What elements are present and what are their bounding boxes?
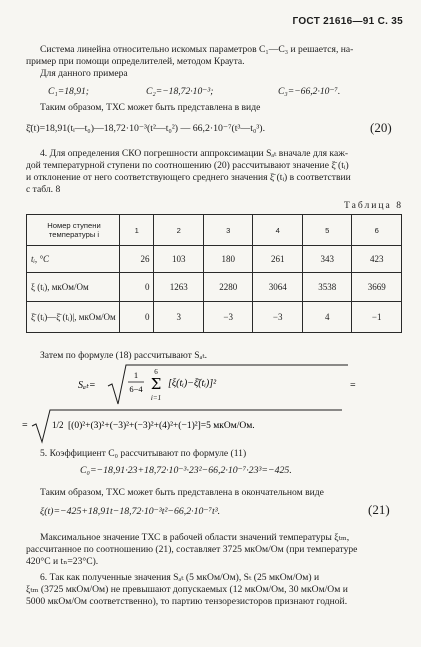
table-cell: 103 [154,246,204,273]
row-label: tᵢ, °С [27,246,120,273]
sum-lower: i=1 [150,394,162,402]
table-column-header: 6 [352,215,402,246]
fraction-denominator: 6−4 [129,384,143,394]
equation-number-21: (21) [368,502,390,517]
paragraph-line: и отклонение от него соответствующего среднего значения ξ̄ (tᵢ) в соответствии [26,172,351,183]
table-cell: 1263 [154,273,204,302]
coefficient-c2: C₂=−18,72·10⁻³; [146,86,214,97]
table-8 [26,214,402,333]
table-cell: 26 [120,246,154,273]
fraction: 1/2 [52,420,64,430]
table-row [27,302,402,333]
coefficient-c1: C₁=18,91; [48,86,89,97]
formula-lhs: Sₐₜ= [78,380,96,391]
row-label: ξ̄ (tᵢ)—ξ̄ (tᵢ)|, мкОм/Ом [27,302,120,333]
equals-sign: = [350,380,356,391]
paragraph-line: ξₜₘ (3725 мкОм/Ом) не превышают допускаемых (12 мкОм/Ом, 30 мкОм/Ом и [26,584,348,595]
table-cell: 4 [302,302,352,333]
paragraph-line: рассчитанное по соотношению (21), составляет 3725 мкОм/Ом (при температуре [26,544,358,555]
table-column-header: 3 [203,215,253,246]
table-cell: 3538 [302,273,352,302]
paragraph-line: Максимальное значение ТХС в рабочей области значений температуры ξₜₘ, [40,532,350,543]
paragraph-line: дой температурной ступени по соотношению (20) рассчитывают значение ξ̄ (tᵢ) [26,160,349,171]
table-column-header: 5 [302,215,352,246]
formula-expansion: [(0)²+(3)²+(−3)²+(−3)²+(4)²+(−1)²]=5 мкОм/Ом. [68,421,255,431]
table-column-header: 1 [120,215,154,246]
sqrt-sign [108,365,348,404]
paragraph-line: Затем по формуле (18) рассчитывают Sₐₜ. [40,350,207,361]
fraction-numerator: 1 [133,370,139,380]
table-cell: 3 [154,302,204,333]
paragraph-line: 5. Коэффициент С₀ рассчитывают по формуле (11) [40,448,247,459]
table-header-row [27,215,402,246]
table-cell: 0 [120,273,154,302]
paragraph-line: 4. Для определения СКО погрешности аппроксимации Sₐₜ вначале для каж- [40,148,349,159]
table-cell: 3669 [352,273,402,302]
paragraph-line: 420°С и tₙ=23°С). [26,556,99,567]
table-cell: −3 [253,302,303,333]
paragraph-line: 5000 мкОм/Ом соответственно), то партию тензорезисторов признают годной. [26,596,348,607]
paragraph-line: Таким образом, ТХС может быть представлена в окончательном виде [40,487,324,498]
table-cell: −3 [203,302,253,333]
page-header: ГОСТ 21616—91 С. 35 [292,16,403,27]
equation-20: ξ̄(t)=18,91(tᵢ—t₀)—18,72·10⁻³(t²—t₀²) — 66,2·10⁻⁷(t³—t₀³). [26,123,266,134]
equation-21: ξ(t)=−425+18,91t−18,72·10⁻³t²−66,2·10⁻⁷t³. [40,506,221,517]
equals-sign: = [22,420,28,431]
formula-18-graphic [78,362,388,412]
table-cell: 0 [120,302,154,333]
coefficient-c3: C₃=−66,2·10⁻⁷. [278,86,341,97]
table-cell: 3064 [253,273,303,302]
sum-upper: 6 [154,368,158,376]
sum-body: [ξ(tᵢ)−ξ̄(tᵢ)]² [168,378,217,389]
paragraph-line: Система линейна относительно искомых параметров С₁—С₃ и решается, на- [40,44,354,55]
table-cell: 343 [302,246,352,273]
equation-c0: C₀=−18,91·23+18,72·10⁻³·23²−66,2·10⁻⁷·23³=−425. [80,465,292,476]
table-row [27,246,402,273]
sum-sign-icon: Σ [150,375,162,393]
table-column-header: 4 [253,215,303,246]
formula-18-line2 [22,408,402,444]
table-column-header: 2 [154,215,204,246]
table-caption: Таблица 8 [343,200,403,211]
row-label: ξ (tᵢ), мкОм/Ом [27,273,120,302]
table-cell: −1 [352,302,402,333]
table-header-label: Номер ступени температуры i [27,215,120,246]
table-cell: 180 [203,246,253,273]
paragraph-line: 6. Так как полученные значения Sₐₜ (5 мкОм/Ом), Sₜ (25 мкОм/Ом) и [40,572,320,583]
equation-number-20: (20) [370,120,392,135]
paragraph-line: Таким образом, ТХС может быть представлена в виде [40,102,261,113]
paragraph-line: пример при помощи определителей, методом Краута. [26,56,245,67]
table-cell: 261 [253,246,303,273]
paragraph-line: Для данного примера [40,68,128,79]
table-cell: 423 [352,246,402,273]
paragraph-line: с табл. 8 [26,184,61,195]
table-row [27,273,402,302]
table-cell: 2280 [203,273,253,302]
